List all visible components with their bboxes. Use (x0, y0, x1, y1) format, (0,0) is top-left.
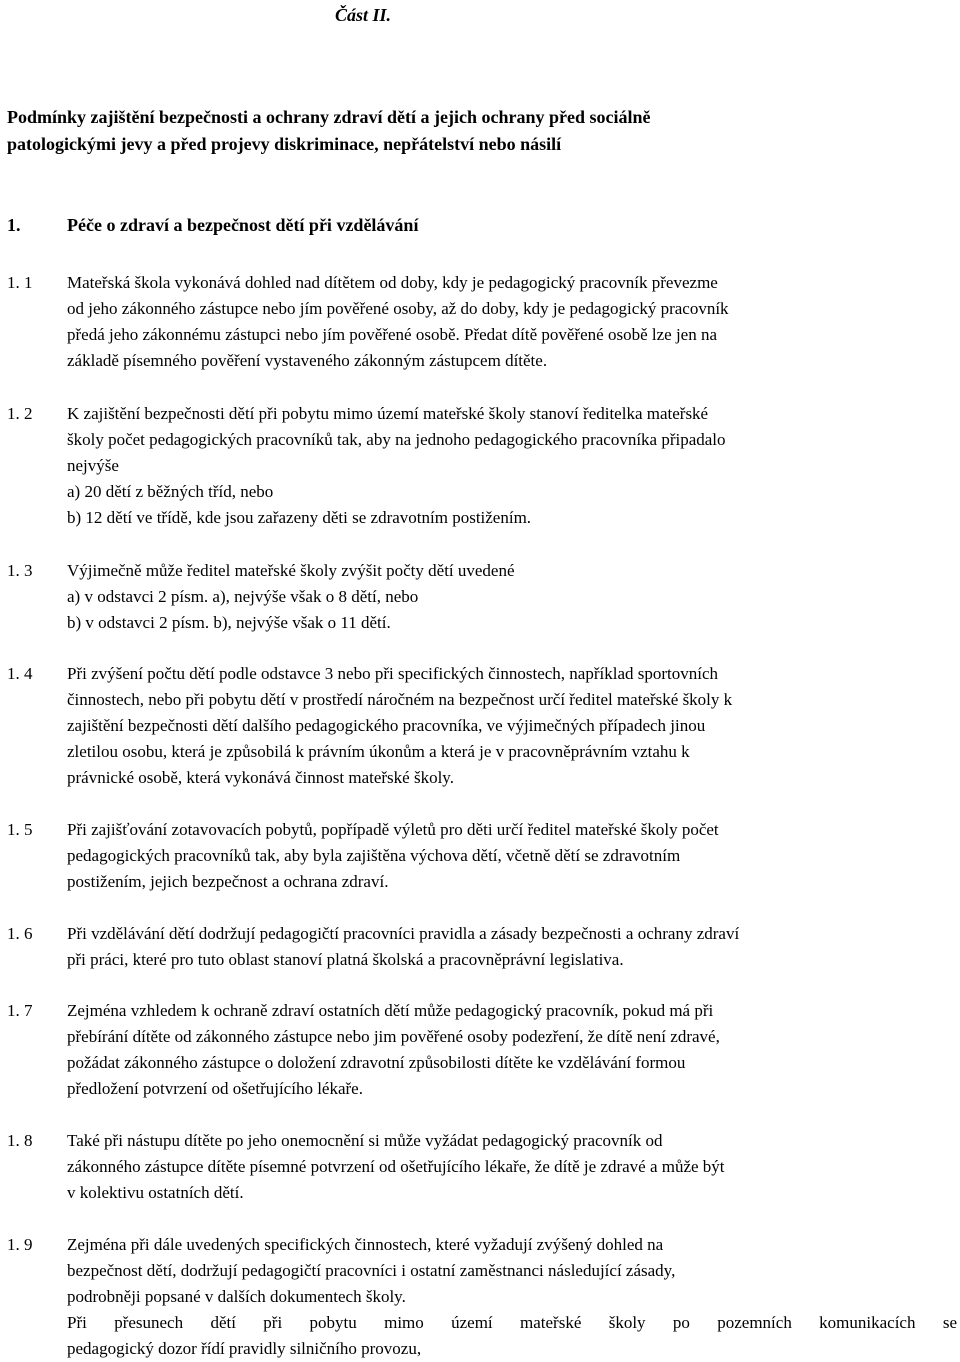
paragraph-line: Při zvýšení počtu dětí podle odstavce 3 nebo při specifických činnostech, například sportovních (67, 664, 719, 683)
paragraph-body (67, 921, 957, 973)
part-title: Část II. (335, 5, 392, 25)
paragraph-number: 1. 6 (7, 924, 33, 943)
paragraph-1-5 (7, 817, 957, 895)
paragraph-number: 1. 4 (7, 664, 33, 683)
paragraph-line: Také při nástupu dítěte po jeho onemocnění si může vyžádat pedagogický pracovník od (67, 1131, 663, 1150)
paragraph-line: Mateřská škola vykonává dohled nad dítětem od doby, kdy je pedagogický pracovník převezme (67, 273, 718, 292)
paragraph-number: 1. 8 (7, 1131, 33, 1150)
paragraph-line: Výjimečně může ředitel mateřské školy zvýšit počty dětí uvedené (67, 561, 515, 580)
paragraph-line: Při zajišťování zotavovacích pobytů, popřípadě výletů pro děti určí ředitel mateřské školy počet (67, 820, 719, 839)
paragraph-1-9 (7, 1232, 957, 1362)
list-item: a) v odstavci 2 písm. a), nejvýše však o 8 dětí, nebo (67, 587, 419, 606)
paragraph-line: K zajištění bezpečnosti dětí při pobytu mimo území mateřské školy stanoví ředitelka mateřské (67, 404, 709, 423)
paragraph-line: zajištění bezpečnosti dětí dalšího pedagogického pracovníka, ve výjimečných případech jinou (67, 716, 706, 735)
paragraph-line: zletilou osobu, která je způsobilá k právním úkonům a která je v pracovněprávním vztahu k (67, 742, 690, 761)
paragraph-body (67, 558, 957, 636)
paragraph-line: Při vzdělávání dětí dodržují pedagogičtí pracovníci pravidla a zásady bezpečnosti a ochrany zdraví (67, 924, 740, 943)
paragraph-line: pedagogických pracovníků tak, aby byla zajištěna výchova dětí, včetně dětí se zdravotním (67, 846, 681, 865)
paragraph-line: postižením, jejich bezpečnost a ochrana zdraví. (67, 872, 389, 891)
list-item: b) 12 dětí ve třídě, kde jsou zařazeny děti se zdravotním postižením. (67, 508, 532, 527)
paragraph-1-3 (7, 558, 957, 636)
paragraph-line: od jeho zákonného zástupce nebo jím pověřené osoby, až do doby, kdy je pedagogický pracovník (67, 299, 729, 318)
document-heading (7, 104, 957, 158)
paragraph-body (67, 661, 957, 791)
paragraph-line: Zejména při dále uvedených specifických činnostech, které vyžadují zvýšený dohled na (67, 1235, 664, 1254)
paragraph-number: 1. 9 (7, 1235, 33, 1254)
paragraph-body (67, 1232, 957, 1362)
paragraph-body (67, 1128, 957, 1206)
paragraph-number: 1. 7 (7, 1001, 33, 1020)
paragraph-line: požádat zákonného zástupce o doložení zdravotní způsobilosti dítěte ke vzdělávání formou (67, 1053, 686, 1072)
paragraph-line: zákonného zástupce dítěte písemné potvrzení od ošetřujícího lékaře, že dítě je zdravé a může být (67, 1157, 725, 1176)
paragraph-number: 1. 3 (7, 561, 33, 580)
paragraph-number: 1. 5 (7, 820, 33, 839)
paragraph-line: přebírání dítěte od zákonného zástupce nebo jim pověřené osoby podezření, že dítě není zdravé, (67, 1027, 720, 1046)
paragraph-1-6 (7, 921, 957, 973)
paragraph-1-8 (7, 1128, 957, 1206)
paragraph-body (67, 998, 957, 1102)
list-item: a) 20 dětí z běžných tříd, nebo (67, 482, 274, 501)
paragraph-line: předá jeho zákonnému zástupci nebo jím pověřené osobě. Předat dítě pověřené osobě lze jen na (67, 325, 718, 344)
paragraph-line: předložení potvrzení od ošetřujícího lékaře. (67, 1079, 363, 1098)
paragraph-line: v kolektivu ostatních dětí. (67, 1183, 244, 1202)
section-number: 1. (7, 215, 21, 235)
paragraph-line: nejvýše (67, 456, 119, 475)
heading-line: Podmínky zajištění bezpečnosti a ochrany zdraví dětí a jejich ochrany před sociálně (7, 107, 651, 127)
paragraph-1-4 (7, 661, 957, 791)
paragraph-1-7 (7, 998, 957, 1102)
paragraph-line: právnické osobě, která vykonává činnost mateřské školy. (67, 768, 454, 787)
paragraph-body (67, 817, 957, 895)
paragraph-line: bezpečnost dětí, dodržují pedagogičtí pracovníci i ostatní zaměstnanci následující zásady, (67, 1261, 676, 1280)
paragraph-line: pedagogický dozor řídí pravidly silničního provozu, (67, 1339, 422, 1358)
list-item: b) v odstavci 2 písm. b), nejvýše však o 11 dětí. (67, 613, 391, 632)
paragraph-body (67, 401, 957, 531)
section-heading (7, 212, 418, 239)
paragraph-line: podrobněji popsané v dalších dokumentech školy. (67, 1287, 406, 1306)
paragraph-1-1 (7, 270, 957, 374)
paragraph-body (67, 270, 957, 374)
paragraph-number: 1. 2 (7, 404, 33, 423)
paragraph-line: školy počet pedagogických pracovníků tak, aby na jednoho pedagogického pracovníka připadalo (67, 430, 726, 449)
paragraph-line: Při přesunech dětí při pobytu mimo území mateřské školy po pozemních komunikacích se (67, 1313, 957, 1332)
paragraph-line: základě písemného pověření vystaveného zákonným zástupcem dítěte. (67, 351, 548, 370)
paragraph-number: 1. 1 (7, 273, 33, 292)
section-title: Péče o zdraví a bezpečnost dětí při vzdělávání (67, 215, 419, 235)
paragraph-line: činnostech, nebo při pobytu dětí v prostředí náročném na bezpečnost určí ředitel mateřské školy k (67, 690, 733, 709)
paragraph-line: při práci, které pro tuto oblast stanoví platná školská a pracovněprávní legislativa. (67, 950, 624, 969)
paragraph-1-2 (7, 401, 957, 531)
heading-line: patologickými jevy a před projevy diskriminace, nepřátelství nebo násilí (7, 134, 562, 154)
paragraph-line: Zejména vzhledem k ochraně zdraví ostatních dětí může pedagogický pracovník, pokud má při (67, 1001, 714, 1020)
